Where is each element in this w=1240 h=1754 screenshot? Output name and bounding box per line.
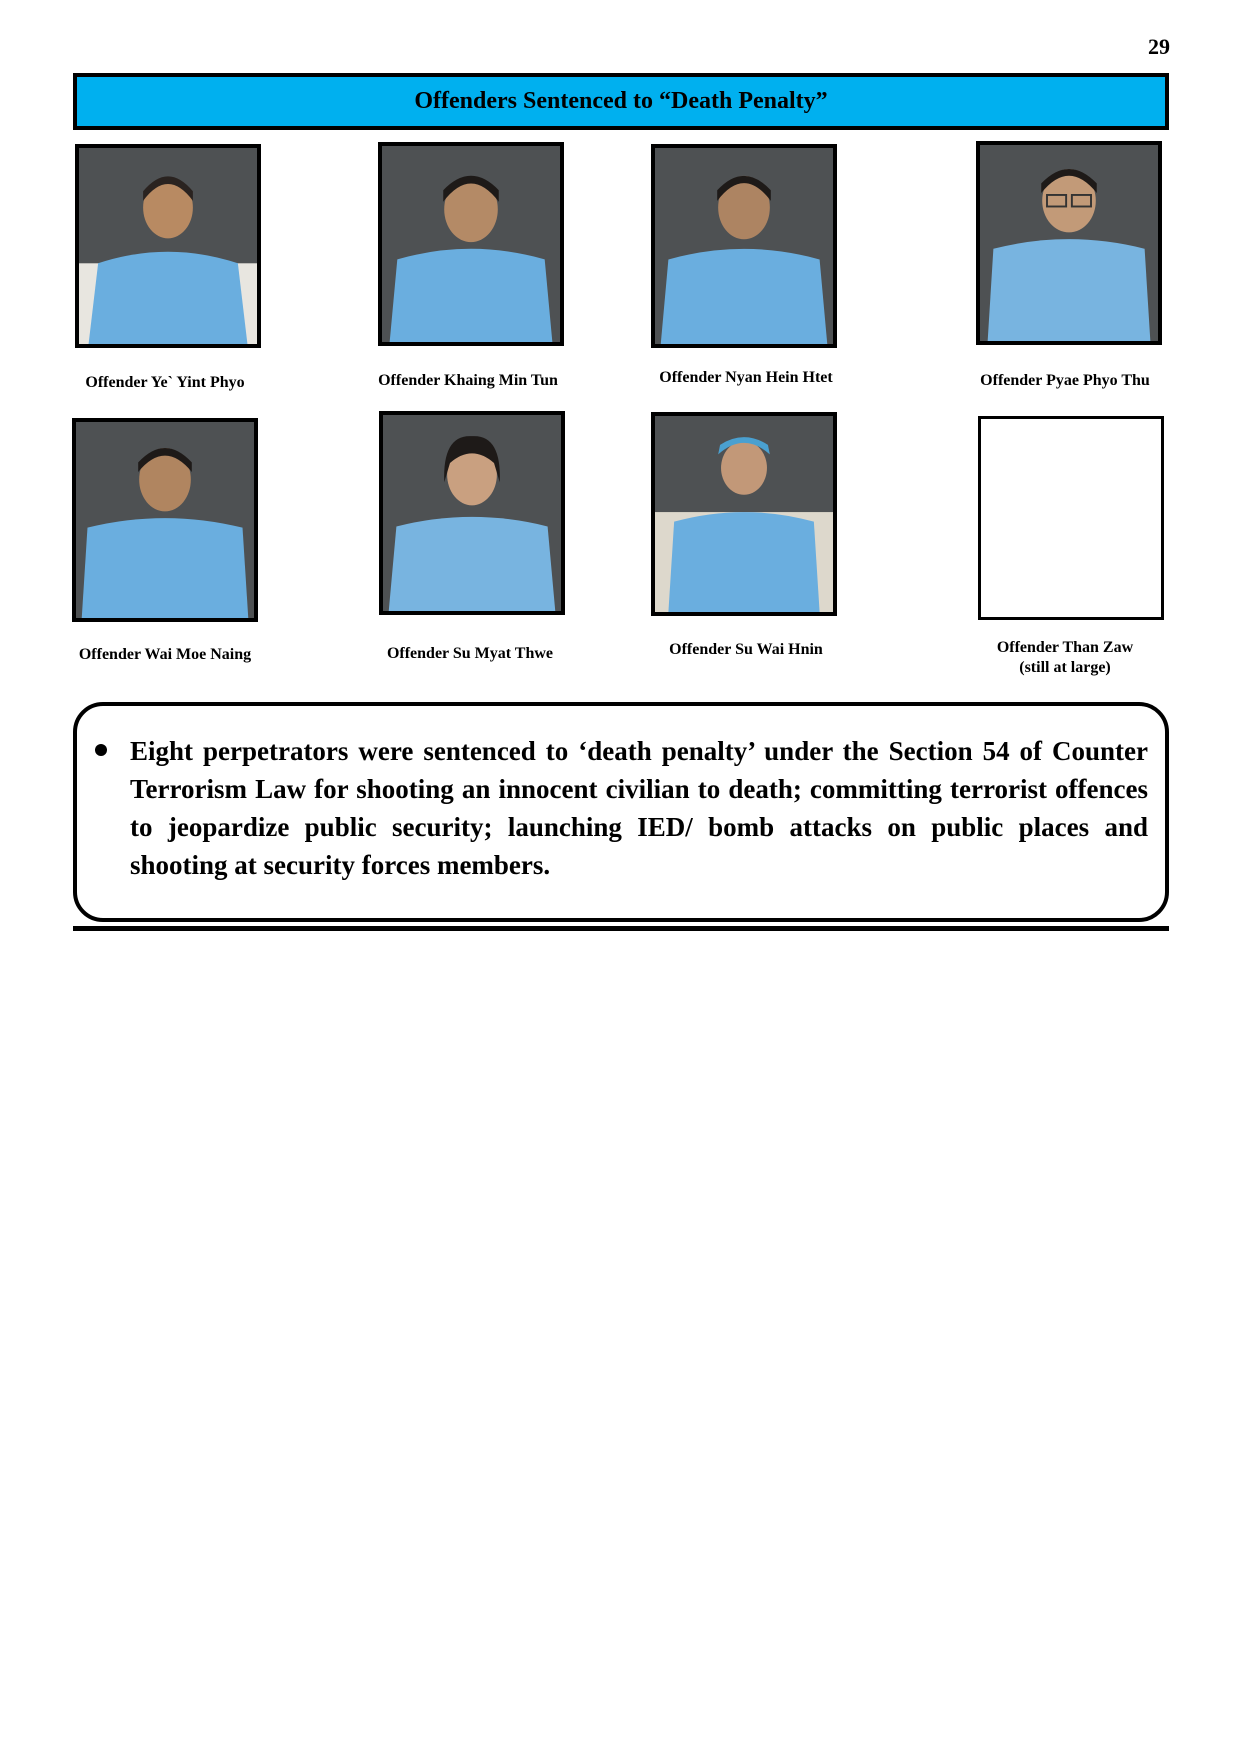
summary-box [73,702,1169,922]
offender-photo [976,141,1162,345]
bullet-icon [95,744,107,756]
section-title-banner [73,73,1169,130]
bottom-rule [73,926,1169,931]
page-number: 29 [1148,34,1170,59]
offender-photo [378,142,564,346]
offender-caption-status: (still at large) [1019,659,1111,676]
section-title: Offenders Sentenced to “Death Penalty” [414,88,828,114]
offender-caption-name: Offender Than Zaw [996,639,1134,656]
offender-photo [651,412,837,616]
offender-photo [651,144,837,348]
offender-photo [72,418,258,622]
offender-caption: Offender Ye` Yint Phyo [85,374,245,391]
offender-photo [379,411,565,615]
offender-caption: Offender Su Wai Hnin [669,641,823,658]
offender-photo-placeholder [978,416,1164,620]
offender-photo [75,144,261,348]
offender-caption [935,638,1195,678]
summary-text: Eight perpetrators were sentenced to ‘death penalty’ under the Section 54 of Counter Terrorism Law for shooting an innocent civilian to death; committing terrorist offences to jeopardize public security; launching IED/ bomb attacks on public places and shooting at security forces members. [130,736,1148,880]
offender-caption: Offender Nyan Hein Htet [659,369,833,386]
offender-caption: Offender Khaing Min Tun [378,372,558,389]
offender-caption: Offender Wai Moe Naing [78,646,252,663]
offender-caption: Offender Pyae Phyo Thu [980,372,1150,389]
offender-caption: Offender Su Myat Thwe [386,645,554,662]
